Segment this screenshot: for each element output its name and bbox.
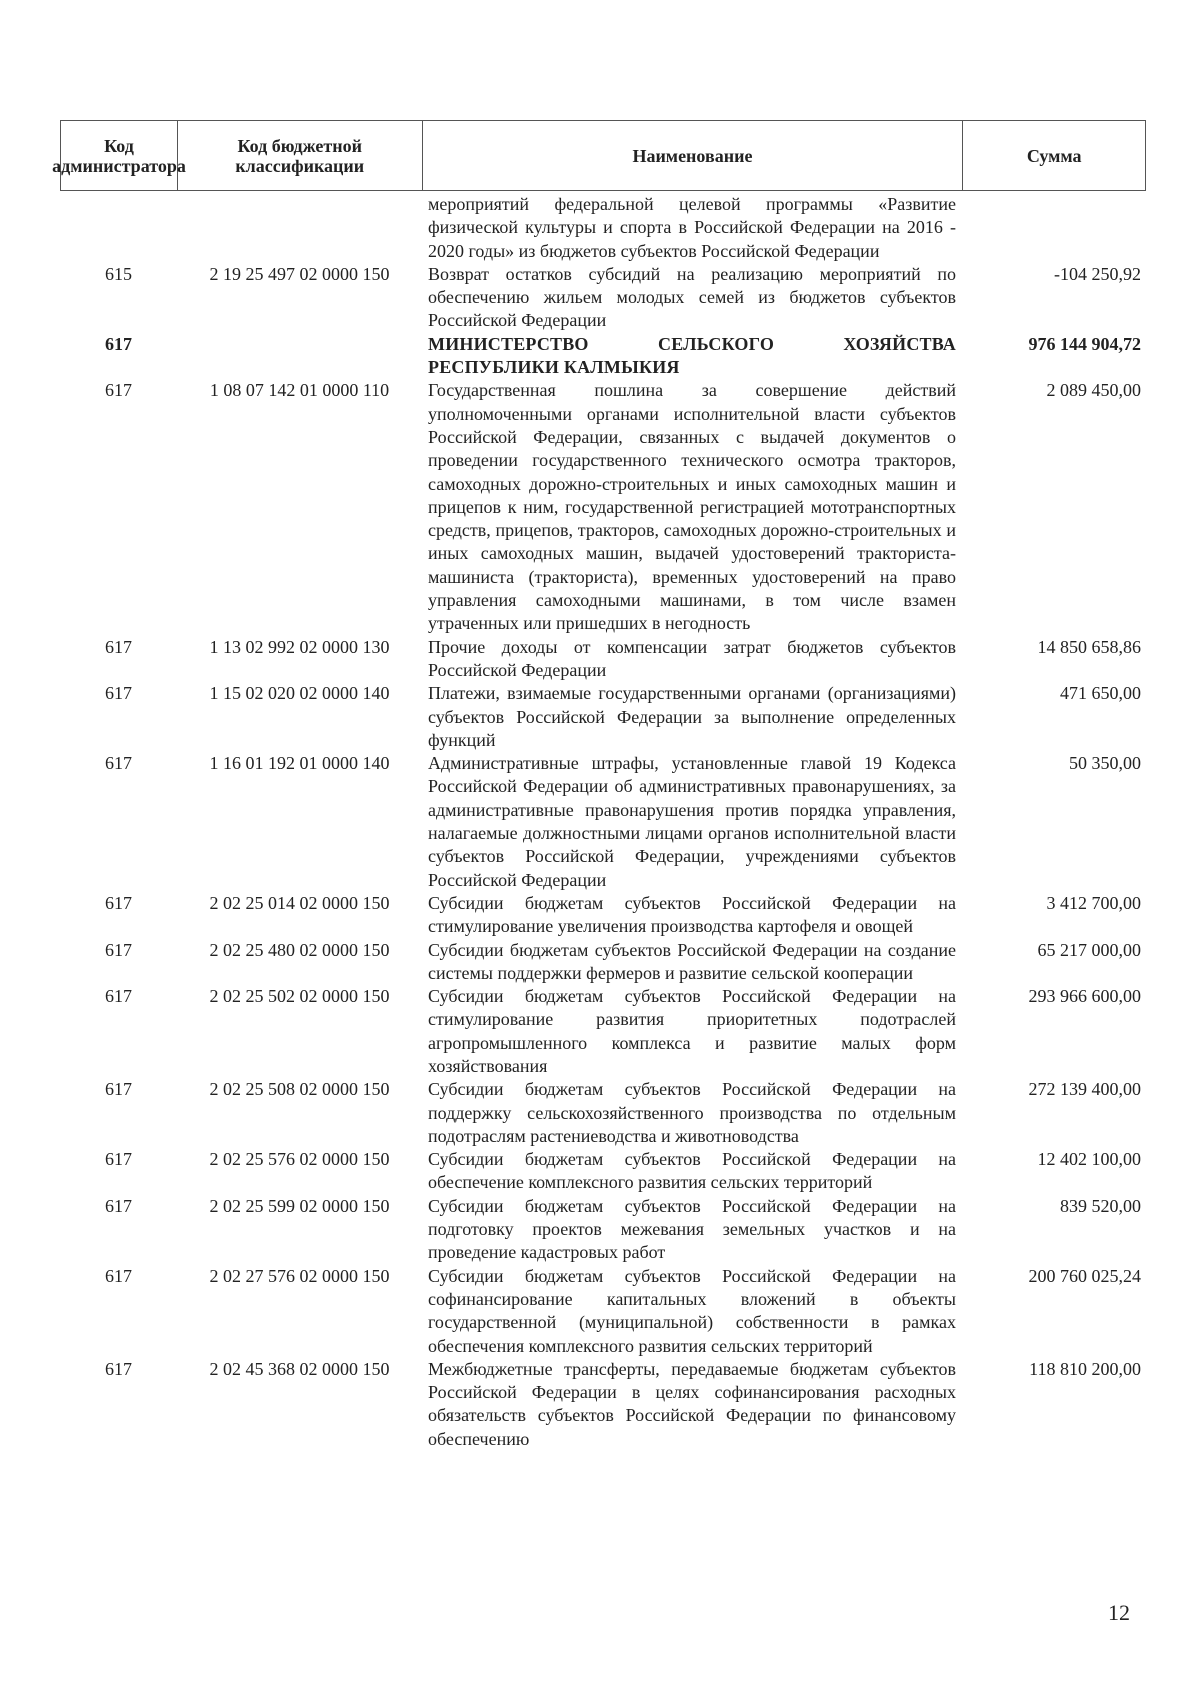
name-cell: Субсидии бюджетам субъектов Российской Федерации на стимулирование увеличения производства картофеля и овощей <box>428 892 956 937</box>
admin-code-cell: 617 <box>105 1265 132 1286</box>
name-cell: Платежи, взимаемые государственными органами (организациями) субъектов Российской Федерации за выполнение определенных функций <box>428 683 956 750</box>
admin-code-cell: 615 <box>105 263 132 284</box>
name-cell: Государственная пошлина за совершение действий уполномоченными органами исполнительной власти субъектов Российской Федерации, связанных с выдачей документов о проведении государственного технического осмотра тракторов, самоходных дорожно-строительных и иных самоходных машин и прицепов к ним, государственной регистрацией мототранспортных средств, прицепов, тракторов, самоходных дорожно-строительных и иных самоходных машин, выдачей удостоверений тракториста-машиниста (тракториста), временных удостоверений на право управления самоходными машинами, в том числе взамен утраченных или пришедших в негодность <box>428 380 956 634</box>
budget-code-cell: 1 08 07 142 01 0000 110 <box>209 380 390 401</box>
admin-code-cell: 617 <box>105 892 132 913</box>
header-sum: Сумма <box>1026 145 1082 166</box>
admin-code-cell: 617 <box>105 380 132 401</box>
sum-cell: 3 412 700,00 <box>1046 892 1141 913</box>
budget-code-cell <box>177 333 422 380</box>
sum-cell: 200 760 025,24 <box>1028 1265 1141 1286</box>
admin-code-cell: 617 <box>105 333 132 354</box>
table-row <box>60 892 1146 939</box>
table-row <box>60 1265 1146 1358</box>
admin-code-cell: 617 <box>105 753 132 774</box>
table-row <box>60 752 1146 892</box>
sum-cell: 471 650,00 <box>1060 683 1141 704</box>
budget-code-cell: 2 02 45 368 02 0000 150 <box>209 1358 390 1379</box>
name-cell: Субсидии бюджетам субъектов Российской Федерации на подготовку проектов межевания земельных участков и на проведение кадастровых работ <box>428 1195 956 1263</box>
table-row <box>60 682 1146 752</box>
budget-code-cell: 1 15 02 020 02 0000 140 <box>209 683 390 704</box>
table-row <box>60 1358 1146 1451</box>
budget-code-cell: 2 02 25 599 02 0000 150 <box>209 1195 390 1216</box>
table-row <box>60 1148 1146 1195</box>
table-row <box>60 193 1146 263</box>
name-cell: Административные штрафы, установленные главой 19 Кодекса Российской Федерации об административных правонарушениях, за административные правонарушения против порядка управления, налагаемые должностными лицами органов исполнительной власти субъектов Российской Федерации, учреждениями субъектов Российской Федерации <box>428 753 956 890</box>
sum-cell: 14 850 658,86 <box>1037 636 1141 657</box>
table-body <box>60 193 1146 1451</box>
sum-cell: 65 217 000,00 <box>1037 939 1141 960</box>
admin-code-cell: 617 <box>105 939 132 960</box>
budget-code-cell: 1 13 02 992 02 0000 130 <box>209 636 390 657</box>
name-cell: Межбюджетные трансферты, передаваемые бюджетам субъектов Российской Федерации в целях софинансирования расходных обязательств субъектов Российской Федерации по финансовому обеспечению <box>428 1358 956 1449</box>
name-cell: Субсидии бюджетам субъектов Российской Федерации на создание системы поддержки фермеров и развитие сельской кооперации <box>428 939 956 983</box>
budget-code-cell: 2 02 25 508 02 0000 150 <box>209 1079 390 1100</box>
sum-cell: 272 139 400,00 <box>1028 1079 1141 1100</box>
table-row <box>60 263 1146 333</box>
sum-cell: 50 350,00 <box>1069 753 1141 774</box>
page-number: 12 <box>1108 1600 1130 1625</box>
budget-code-cell: 2 02 25 502 02 0000 150 <box>209 986 390 1007</box>
budget-code-cell: 2 02 25 480 02 0000 150 <box>209 939 390 960</box>
sum-cell: 12 402 100,00 <box>1037 1149 1141 1170</box>
admin-code-cell: 617 <box>105 986 132 1007</box>
budget-code-cell <box>177 193 422 263</box>
table-header <box>52 120 1146 191</box>
name-cell: Субсидии бюджетам субъектов Российской Федерации на стимулирование развития приоритетных подотраслей агропромышленного комплекса и развитие малых форм хозяйствования <box>428 986 956 1076</box>
sum-cell: 2 089 450,00 <box>1046 380 1141 401</box>
name-cell: Субсидии бюджетам субъектов Российской Федерации на софинансирование капитальных вложений в объекты государственной (муниципальной) собственности в рамках обеспечения комплексного развития сельских территорий <box>428 1265 956 1356</box>
admin-code-cell <box>60 193 177 263</box>
table-row <box>60 939 1146 986</box>
budget-code-cell: 1 16 01 192 01 0000 140 <box>209 753 390 774</box>
sum-cell <box>966 193 1141 263</box>
header-budget-code: Код бюджетной классификации <box>178 121 423 190</box>
sum-cell: 293 966 600,00 <box>1028 986 1141 1007</box>
budget-code-cell: 2 02 25 576 02 0000 150 <box>209 1149 390 1170</box>
budget-code-cell: 2 02 27 576 02 0000 150 <box>209 1265 390 1286</box>
sum-cell: 118 810 200,00 <box>1029 1358 1141 1379</box>
name-cell: Субсидии бюджетам субъектов Российской Федерации на поддержку сельскохозяйственного производства по отдельным подотраслям растениеводства и животноводства <box>428 1079 956 1146</box>
table-row <box>60 379 1146 635</box>
header-admin-code: Код администратора <box>61 121 178 190</box>
admin-code-cell: 617 <box>105 1149 132 1170</box>
admin-code-cell: 617 <box>105 1358 132 1379</box>
name-cell: Прочие доходы от компенсации затрат бюджетов субъектов Российской Федерации <box>428 636 956 680</box>
sum-cell: 976 144 904,72 <box>1028 333 1141 354</box>
admin-code-cell: 617 <box>105 1195 132 1216</box>
sum-cell: -104 250,92 <box>1054 263 1141 284</box>
name-cell: мероприятий федеральной целевой программы «Развитие физической культуры и спорта в Российской Федерации на 2016 - 2020 годы» из бюджетов субъектов Российской Федерации <box>428 194 956 261</box>
table-row <box>60 636 1146 683</box>
admin-code-cell: 617 <box>105 683 132 704</box>
name-cell: Возврат остатков субсидий на реализацию мероприятий по обеспечению жильем молодых семей из бюджетов субъектов Российской Федерации <box>428 263 956 331</box>
table-row <box>60 1078 1146 1148</box>
sum-cell: 839 520,00 <box>1060 1195 1141 1216</box>
budget-code-cell: 2 19 25 497 02 0000 150 <box>209 263 390 284</box>
name-cell: Субсидии бюджетам субъектов Российской Федерации на обеспечение комплексного развития сельских территорий <box>428 1149 956 1193</box>
table-row <box>60 985 1146 1078</box>
table-row <box>60 333 1146 380</box>
header-name: Наименование <box>423 121 964 190</box>
admin-code-cell: 617 <box>105 636 132 657</box>
table-row <box>60 1195 1146 1265</box>
name-cell: МИНИСТЕРСТВО СЕЛЬСКОГО ХОЗЯЙСТВА РЕСПУБЛИКИ КАЛМЫКИЯ <box>428 333 956 378</box>
admin-code-cell: 617 <box>105 1079 132 1100</box>
budget-code-cell: 2 02 25 014 02 0000 150 <box>209 892 390 913</box>
